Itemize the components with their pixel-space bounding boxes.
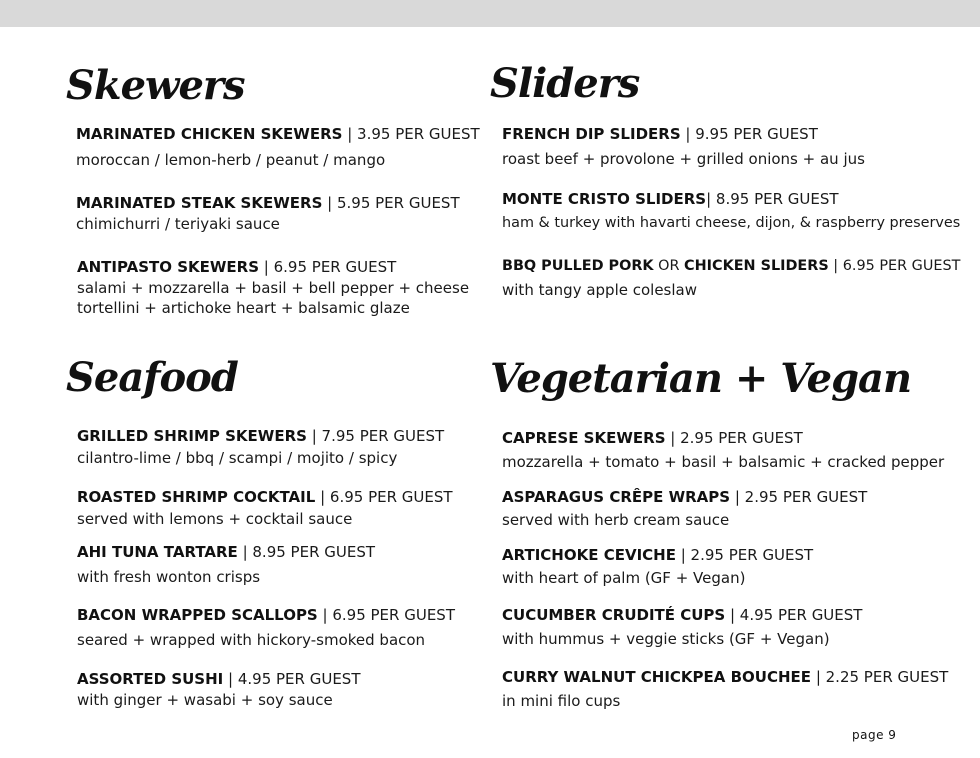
menu-item-title	[77, 606, 455, 624]
top-bar	[0, 0, 980, 27]
item-price: | 6.95 PER GUEST	[828, 258, 961, 274]
item-name: AHI TUNA TARTARE	[77, 543, 238, 561]
item-price: | 4.95 PER GUEST	[725, 606, 863, 624]
menu-item-title	[76, 194, 460, 212]
item-description: served with lemons + cocktail sauce	[77, 510, 353, 528]
item-price: | 2.95 PER GUEST	[730, 488, 868, 506]
item-price: | 6.95 PER GUEST	[259, 258, 397, 276]
item-name: CAPRESE SKEWERS	[502, 429, 666, 447]
item-description: mozzarella + tomato + basil + balsamic + cracked pepper	[502, 453, 945, 471]
item-name: ASPARAGUS CRÊPE WRAPS	[502, 488, 731, 506]
item-name: MONTE CRISTO SLIDERS	[502, 190, 707, 208]
menu-item-title	[77, 258, 396, 276]
item-description: chimichurri / teriyaki sauce	[76, 215, 280, 233]
item-price: | 2.25 PER GUEST	[811, 668, 949, 686]
item-name: GRILLED SHRIMP SKEWERS	[77, 427, 307, 445]
item-description: cilantro-lime / bbq / scampi / mojito / spicy	[77, 449, 398, 467]
menu-item-title	[502, 190, 839, 208]
item-description: with ginger + wasabi + soy sauce	[77, 691, 333, 709]
item-description: ham & turkey with havarti cheese, dijon, & raspberry preserves	[502, 215, 961, 231]
menu-item-title	[76, 125, 480, 143]
item-name: CURRY WALNUT CHICKPEA BOUCHEE	[502, 668, 812, 686]
item-name: MARINATED STEAK SKEWERS	[76, 194, 323, 212]
item-description: tortellini + artichoke heart + balsamic glaze	[77, 299, 410, 317]
item-description: with tangy apple coleslaw	[502, 281, 697, 299]
item-price: | 8.95 PER GUEST	[237, 543, 376, 561]
section-title-seafood: Seafood	[66, 354, 238, 401]
menu-item-title	[77, 670, 360, 688]
item-name: BBQ PULLED PORK	[502, 258, 654, 274]
item-price: | 6.95 PER GUEST	[317, 606, 455, 624]
item-name: ARTICHOKE CEVICHE	[502, 546, 676, 564]
menu-item-title	[502, 429, 803, 447]
item-price: | 2.95 PER GUEST	[665, 429, 803, 447]
menu-item-title	[77, 488, 453, 506]
item-price: | 2.95 PER GUEST	[675, 546, 814, 564]
item-price: | 7.95 PER GUEST	[306, 427, 445, 445]
item-name: ASSORTED SUSHI	[77, 670, 224, 688]
section-title-skewers: Skewers	[66, 62, 245, 109]
item-description: with fresh wonton crisps	[77, 568, 261, 586]
page-number: page 9	[852, 728, 897, 742]
item-price: | 5.95 PER GUEST	[322, 194, 460, 212]
item-price: | 3.95 PER GUEST	[342, 125, 480, 143]
item-name: FRENCH DIP SLIDERS	[502, 125, 681, 143]
item-description: with hummus + veggie sticks (GF + Vegan)	[502, 630, 830, 648]
menu-item-title	[502, 488, 867, 506]
menu-item-title	[77, 427, 444, 445]
menu-item-title	[502, 546, 813, 564]
item-description: in mini filo cups	[502, 692, 621, 710]
section-title-vegetarian-vegan: Vegetarian + Vegan	[490, 355, 912, 402]
menu-item-title	[502, 668, 948, 686]
item-description: salami + mozzarella + basil + bell pepper + cheese	[77, 279, 470, 297]
item-description: with heart of palm (GF + Vegan)	[502, 569, 746, 587]
item-name: BACON WRAPPED SCALLOPS	[77, 606, 318, 624]
item-connector: OR	[653, 258, 685, 274]
item-name: ANTIPASTO SKEWERS	[77, 258, 260, 276]
item-price: | 6.95 PER GUEST	[315, 488, 453, 506]
item-price: | 9.95 PER GUEST	[680, 125, 818, 143]
item-price: | 8.95 PER GUEST	[706, 190, 839, 208]
menu-item-title	[77, 543, 375, 561]
item-name: CUCUMBER CRUDITÉ CUPS	[502, 606, 726, 624]
item-description: roast beef + provolone + grilled onions + au jus	[502, 150, 865, 168]
item-description: seared + wrapped with hickory-smoked bacon	[77, 631, 426, 649]
item-name: MARINATED CHICKEN SKEWERS	[76, 125, 343, 143]
menu-item-title	[502, 125, 818, 143]
item-price: | 4.95 PER GUEST	[223, 670, 361, 688]
item-name: ROASTED SHRIMP COCKTAIL	[77, 488, 316, 506]
section-title-sliders: Sliders	[490, 60, 640, 107]
menu-item-title	[502, 257, 960, 275]
item-description: served with herb cream sauce	[502, 511, 730, 529]
item-description: moroccan / lemon-herb / peanut / mango	[76, 151, 386, 169]
menu-item-title	[502, 606, 862, 624]
item-name: CHICKEN SLIDERS	[684, 258, 829, 274]
